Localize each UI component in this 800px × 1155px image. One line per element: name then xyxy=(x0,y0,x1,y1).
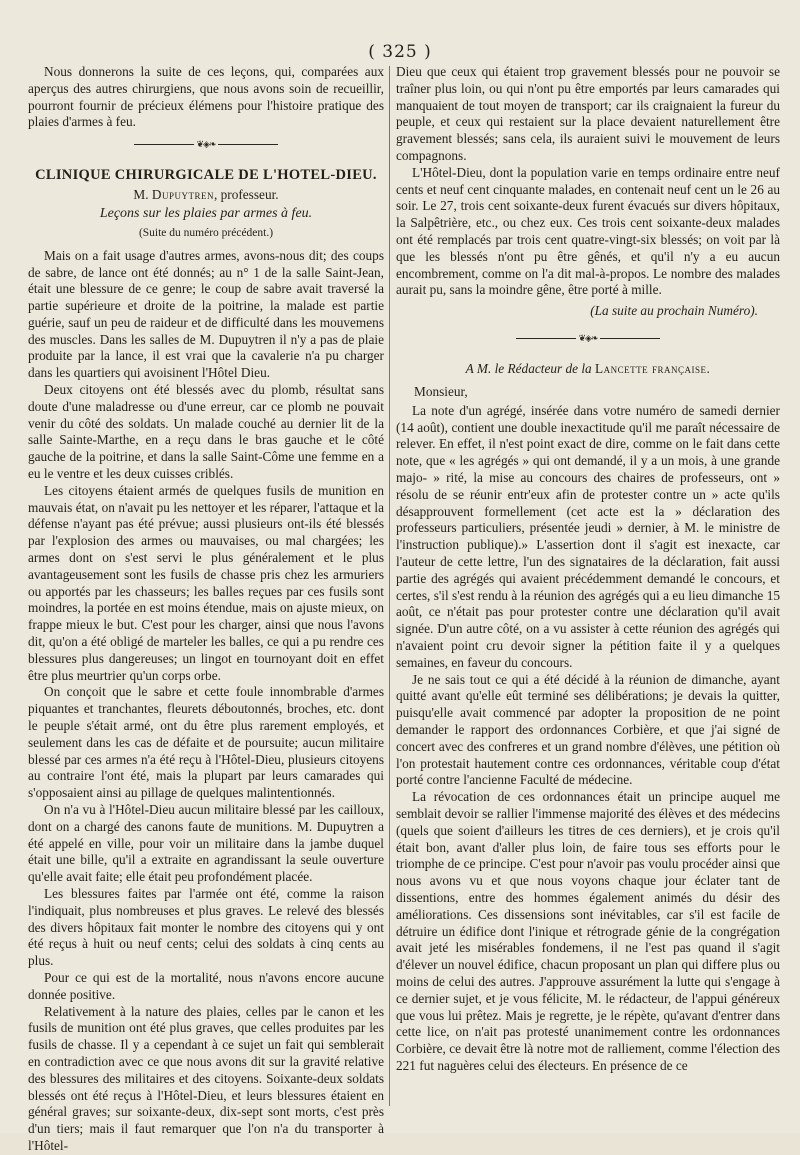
professor-prefix: M. xyxy=(133,187,149,203)
salutation: Monsieur, xyxy=(414,384,468,400)
letter-heading xyxy=(396,361,780,378)
divider-line xyxy=(218,144,278,145)
letter-paragraph: La note d'un agrégé, insérée dans votre numéro de samedi dernier (14 août), contient une double inexactitude qu'il me paraît nécessaire de relever. En effet, il n'est point exact de dire, comme on le fait dans cette note, que « les agrégés » qui ont demandé, il y a un mois, à une grande majo- » rité, la mise au concours des chaires de professeurs, ont » résolu de se réunir entr'eux afin de protester contre un » acte qu'ils désapprouvent formellement (cet acte est la » déclaration des professeurs particuliers, présentée jeudi » dernier, à M. le ministre de l'instruction publique).» L'assertion dont il s'agit est inexacte, car l'auteur de cette lettre, l'un des signataires de la déclaration, fait aussi partie des agrégés qui avaient précédemment demandé le concours, et certes, s'il s'est rendu à la réunion des agrégés qui a eu lieu dimanche 15 août, ce n'était pas pour protester contre une déclaration qu'il avait signée. D'un autre côté, on a vu assister à cette réunion des agrégés qui n'avaient point cru devoir signer la pétition faite il y a quelques semaines, en faveur du concours. xyxy=(396,402,780,670)
continued-paragraph: Dieu que ceux qui étaient trop gravement blessés pour ne pouvoir se traîner plus loin, ou qui n'ont pu être emportés par leurs camarades qui manquaient de tout moyen de transport; car ils craignaient la fureur du peuple, et ceux qui restaient sur la place devaient naturellement être gravement blessés; sans cela, ils auraient suivi le mouvement de leurs compagnons. xyxy=(396,64,780,163)
body-paragraph: Pour ce qui est de la mortalité, nous n'avons encore aucune donnée positive. xyxy=(28,969,384,1002)
section-title: CLINIQUE CHIRURGICALE DE L'HOTEL-DIEU. xyxy=(35,166,377,183)
section-divider xyxy=(396,330,780,347)
body-paragraph: Deux citoyens ont été blessés avec du plomb, résultat sans doute d'une maladresse ou d'une erreur, car ce plomb ne pouvait venir du côté des soldats. Un malade couché au dernier lit de la salle Sainte-Marthe, en a reçu dans le bras gauche et le côté gauche de la poitrine, et dans la salle Saint-Côme une femme en a eu le ventre et les deux cuisses criblés. xyxy=(28,382,384,482)
professor-name: Dupuytren xyxy=(151,187,214,203)
column-divider xyxy=(389,66,390,1106)
page-number: ( 325 ) xyxy=(368,42,432,62)
body-paragraph: On conçoit que le sabre et cette foule innombrable d'armes piquantes et tranchantes, fleurets déboutonnés, broches, etc. dont le peuple s'était armé, ont du être plus rarement employés, et seulement dans les cas de défaite et de poursuite; aucun militaire blessé par ces armes n'a été reçu à l'Hôtel-Dieu, plusieurs citoyens au contraire l'ont été, mais la plupart par leurs camarades qui s'opposaient ainsi au pillage de quelques malintentionnés. xyxy=(28,684,384,801)
body-paragraph: On n'a vu à l'Hôtel-Dieu aucun militaire blessé par les cailloux, dont on a chargé des canons faute de munitions. M. Dupuytren a été appelé en ville, pour voir un militaire dans la jambe duquel était une bille, qu'il a extraite en agrandissant la seule ouverture qu'elle avait faite; elle était peu profondément placée. xyxy=(28,802,384,885)
body-paragraph: Mais on a fait usage d'autres armes, avons-nous dit; des coups de sabre, de lance ont été donnés; au n° 1 de la salle Saint-Jean, était une blessure de ce genre; le coup de sabre avait traversé la partie supérieure et droite de la poitrine, la malade est partie guérie, sauf un peu de raideur et de difficulté dans les mouvemens des muscles. Dans les salles de M. Dupuytren il n'y a pas de plaie produite par la lance, il est vrai que la cavalerie n'a pu charger dans les quartiers qui avoisinent l'Hôtel Dieu. xyxy=(28,247,384,381)
divider-line xyxy=(134,144,194,145)
intro-paragraph: Nous donnerons la suite de ces leçons, qui, comparées aux aperçus des autres chirurgiens, que nous avons soin de recueillir, pourront fournir de précieux élémens pour l'histoire pratique des plaies d'armes à feu. xyxy=(28,64,384,130)
professor-line xyxy=(28,187,384,204)
continuation-note: (Suite du numéro précédent.) xyxy=(138,226,274,239)
body-paragraph: Les blessures faites par l'armée ont été, comme la raison l'indiquait, plus nombreuses et plus graves. Le relevé des blessés des divers hôpitaux fait monter le nombre des citoyens qui y ont été reçus à huit ou neuf cents; celui des soldats à cinq cents au plus. xyxy=(28,885,384,969)
body-paragraph: Les citoyens étaient armés de quelques fusils de munition en mauvais état, on n'avait pu les nettoyer et les réparer, l'attaque et la défense n'ayant pas été prévue; aussi plusieurs ont-ils été blessés par l'explosion des armes ou mauvaises, ou mal chargées; les armes dont on s'est servi le plus généralement et le plus avantageusement sont les fusils de chasse pris chez les armuriers ou apportés par les chasseurs; les balles reçues par ces fusils sont moindres, la portée en est moins étendue, mais on ajuste mieux, on frappe mieux le but. C'est pour les charger, ainsi que nous l'avons dit, qu'on a été obligé de marteler les balles, ce qui a pu rendre ces blessures plus dangereuses; un lingot en tournoyant doit en effet être plus meurtrier qu'un corps orbe. xyxy=(28,482,384,683)
letter-paragraph: La révocation de ces ordonnances était un principe auquel me semblait devoir se rallier l'immense majorité des élèves et des médecins (quels que soient d'ailleurs les titres de ces derniers), et je crois qu'il était bon, avant d'aller plus loin, de faire tous ses efforts pour le triomphe de ce principe. C'est pour n'avoir pas voulu procéder ainsi que nous avons vu et que nous voyons chaque jour éclater tant de dissentions, entre des hommes également animés du désir des améliorations. Ces dissensions sont inévitables, car s'il est facile de détruire un édifice dont l'inique et rétrograde génie de la congrégation avait jeté les misérables fondemens, il ne l'est pas quand il s'agit d'élever un nouvel édifice, chacun proposant un plan qui differe plus ou moins de celui des autres. J'approuve assurément la lutte qui s'engage à ce dernier sujet, et je vous félicite, M. le rédacteur, de l'appui généreux que vous lui prêtez. Mais je regrette, je le répète, qu'avant d'entrer dans cette lice, on n'ait pas protesté unanimement contre les ordonnances Corbière, ce devait être là notre mot de ralliement, comme l'élection des 221 fut naguères celui des électeurs. En présence de ce xyxy=(396,789,780,1073)
body-paragraph: L'Hôtel-Dieu, dont la population varie en temps ordinaire entre neuf cents et neuf cent cinquante malades, en contenait neuf cent un le 26 au soir. Le 27, trois cent soixante-deux furent évacués sur divers hôpitaux, la Salpêtrière, etc., ou chez eux. Ces trois cent soixante-deux malades ont été remplacés par trois cent quatre-vingt-six blessés; on voit par là que les blessés n'ont pu être gênés, et qu'il n'y a eu aucun encombrement, comme on l'a dit mal-à-propos. Le nombre des malades aurait pu, sans la moindre gêne, être porté à mille. xyxy=(396,164,780,298)
section-divider xyxy=(28,135,384,152)
body-paragraph: Relativement à la nature des plaies, celles par le canon et les fusils de munition ont été plus graves, que celles produites par les fusils de chasse. Il y a cependant à ce sujet un fait qui semblerait en contradiction avec ce que nous avons dit sur la gravité relative des blessures des militaires et des citoyens. Soixante-deux soldats blessés ont été reçus à l'Hôtel-Dieu, et leurs blessures étaient en général graves; sur soixante-deux, dix-sept sont morts, c'est près d'un tiers; mais il faut remarquer que l'on n'a du transporter à l'Hôtel- xyxy=(28,1003,384,1153)
to-be-continued: (La suite au prochain Numéro). xyxy=(590,303,758,319)
left-column xyxy=(28,64,384,1153)
letter-heading-prefix: A M. le Rédacteur de la xyxy=(465,361,592,377)
journal-name: Lancette française. xyxy=(595,361,711,377)
divider-line xyxy=(516,338,576,339)
ornament-icon: ❦◈❧ xyxy=(578,333,598,344)
letter-paragraph: Je ne sais tout ce qui a été décidé à la réunion de dimanche, ayant quitté avant qu'elle eût terminé ses délibérations; je devais la quitter, puisqu'elle avait commencé par adopter la proposition de ne point demander le rapport des ordonnances Corbière, et que j'ai signé de concert avec des confreres et un grand nombre d'élèves, une pétition où l'on protestait hautement contre ces ordonnances, véritable coup d'état porté contre l'ancienne Faculté de médecine. xyxy=(396,671,780,788)
ornament-icon: ❦◈❧ xyxy=(196,138,216,149)
lecture-subtitle: Leçons sur les plaies par armes à feu. xyxy=(99,206,313,222)
divider-line xyxy=(600,338,660,339)
professor-suffix: , professeur. xyxy=(213,187,279,203)
right-column xyxy=(396,64,780,1124)
